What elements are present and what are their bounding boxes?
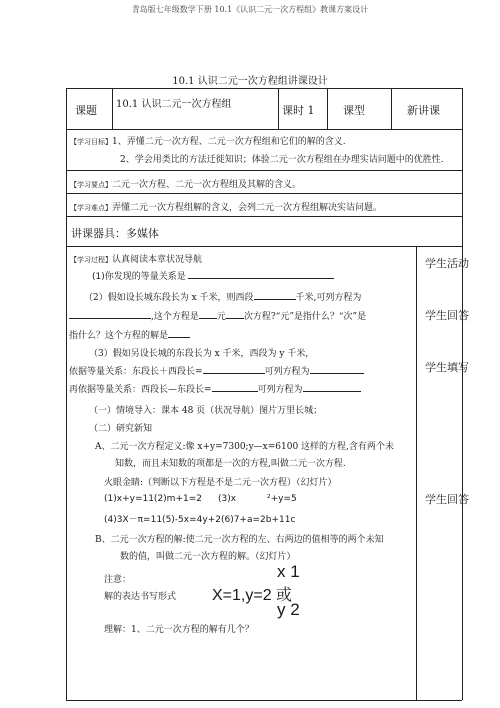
question-3-line-3 xyxy=(69,382,361,395)
type-value: 新讲课 xyxy=(407,104,440,117)
type-divider xyxy=(327,88,328,129)
type-value-divider xyxy=(391,88,392,129)
difficulty-text: 弄懂二元一次方程组解的含义，会列二元一次方程组解决实诘问题。 xyxy=(112,203,383,213)
difficulty-label: 【学习难点】 xyxy=(70,204,112,212)
question-1 xyxy=(92,269,334,282)
row-divider-difficulty xyxy=(66,193,462,194)
question-1-text: (1)你发现的等量关系是 xyxy=(92,272,186,282)
process-row xyxy=(70,252,202,265)
row-divider-tools xyxy=(66,216,462,217)
hours-label: 课时 1 xyxy=(282,104,315,117)
activity-column-divider xyxy=(416,246,417,700)
question-3-line-1: （3）假如另设长城的东段长为 x 千米，西段为 y 千米, xyxy=(89,349,309,359)
answer-blank xyxy=(199,310,217,319)
answer-blank xyxy=(212,383,258,392)
page-header: 青岛版七年级数学下册 10.1《认识二元一次方程组》教课方案设计 xyxy=(131,5,369,14)
example-equations-2: (4)3X－π=11(5)-5x=4y+2(6)7+a=2b+11c xyxy=(104,515,296,525)
student-fill-note: 学生填写 xyxy=(425,361,469,374)
understanding-question: 理解：1、二元一次方程的解有几个？ xyxy=(104,625,254,635)
answer-blank xyxy=(203,365,265,374)
table-bottom-border xyxy=(66,700,462,701)
question-3-text-b2: 可列方程为 xyxy=(264,367,310,377)
table-top-border xyxy=(66,88,462,89)
row-divider-goals xyxy=(66,129,462,130)
answer-blank xyxy=(226,310,244,319)
answer-blank xyxy=(310,365,364,374)
example-equation-3b: ²+y=5 xyxy=(267,494,297,504)
question-3-text-b: 依据等量关系：东段长＋西段长= xyxy=(69,367,203,377)
document-title: 10.1 认识二元一次方程组讲课设计 xyxy=(172,76,328,87)
question-3-text-c2: 可列方程为 xyxy=(257,385,303,395)
question-2-text-c: ,这个方程是 xyxy=(151,312,199,322)
row-divider-process xyxy=(66,246,462,247)
teaching-tools: 讲课器具：多媒体 xyxy=(71,227,159,240)
example-equation-3a: (3)x xyxy=(218,494,237,504)
topic-value: 10.1 认识二元一次方程组 xyxy=(116,99,232,110)
question-3-text-c: 再依据等量关系：西段长—东段长= xyxy=(69,385,212,395)
hours-divider xyxy=(278,88,279,129)
question-2-line-2 xyxy=(69,309,366,322)
note-solution-form: 解的表达书写形式 xyxy=(104,592,177,602)
process-label: 【学习过程】 xyxy=(70,256,112,264)
answer-blank xyxy=(303,383,361,392)
question-2-text-f: 指什么？这个方程的解是 xyxy=(69,331,169,341)
solution-x-line: x 1 xyxy=(277,562,300,581)
answer-blank xyxy=(168,329,190,338)
note-label: 注意： xyxy=(104,575,132,585)
keypoint-row xyxy=(70,177,301,190)
question-2-line-3 xyxy=(69,328,190,341)
keypoint-label: 【学习要点】 xyxy=(70,181,112,189)
student-answer-note-2: 学生回答 xyxy=(425,493,469,506)
solution-definition-line-1: B、二元一次方程的解:使二元一次方程的左、右两边的值相等的两个未知 xyxy=(95,535,384,545)
topic-divider xyxy=(112,88,113,129)
process-intro: 认真阅读本章状况导航 xyxy=(112,255,203,265)
definition-line-2: 知数，而且未知数的项都是一次的方程,叫做二元一次方程. xyxy=(115,459,346,469)
question-2-text-a: （2）假如设长城东段长为 x 千米，则西段 xyxy=(84,293,254,303)
question-2-text-d: 元 xyxy=(216,312,226,322)
goals-line-1: 1、弄懂二元一次方程、二元一次方程组和它们的解的含义. xyxy=(112,137,346,147)
solution-expression: X=1,y=2 或 xyxy=(212,587,293,604)
row-divider-keypoint xyxy=(66,170,462,171)
topic-label: 课题 xyxy=(75,104,97,117)
new-knowledge-heading: （二）研究新知 xyxy=(89,424,153,434)
goals-label: 【学习目标】 xyxy=(70,138,112,146)
table-left-border xyxy=(66,88,67,700)
difficulty-row xyxy=(70,200,382,213)
example-equations-1: (1)x+y=11(2)m+1=2 xyxy=(104,494,202,504)
answer-blank xyxy=(188,270,334,279)
question-2-line-1 xyxy=(84,290,361,303)
question-3-line-2 xyxy=(69,364,364,377)
situation-intro: （一）情境导入：课本 48 页（状况导航）图片万里长城； xyxy=(89,406,323,416)
table-right-border xyxy=(462,88,463,700)
answer-blank xyxy=(254,291,296,300)
solution-y-line: y 2 xyxy=(277,600,300,619)
solution-definition-line-2: 数的值，叫做二元一次方程的解。（幻灯片） xyxy=(120,552,296,562)
goals-row xyxy=(70,134,346,147)
question-2-text-e: 次方程?“元”是指什么？“次”是 xyxy=(243,312,367,322)
keypoint-text: 二元一次方程、二元一次方程组及其解的含义。 xyxy=(112,180,302,190)
goals-line-2: 2、学会用类比的方法迁徙知识；体验二元一次方程组在办理实诘问题中的优胜性. xyxy=(120,155,444,165)
judge-prompt: 火眼金睛:（判断以下方程是不是二元一次方程）（幻灯片） xyxy=(104,478,337,488)
student-activity-heading: 学生活动 xyxy=(425,257,469,270)
type-label: 课型 xyxy=(343,104,365,117)
student-answer-note: 学生回答 xyxy=(425,309,469,322)
question-2-text-b: 千米,可列方程为 xyxy=(295,293,362,303)
definition-line-1: A、二元一次方程定义:像 x+y=7300;y—x=6100 这样的方程,含有两个未 xyxy=(95,442,394,452)
answer-blank xyxy=(69,310,151,319)
